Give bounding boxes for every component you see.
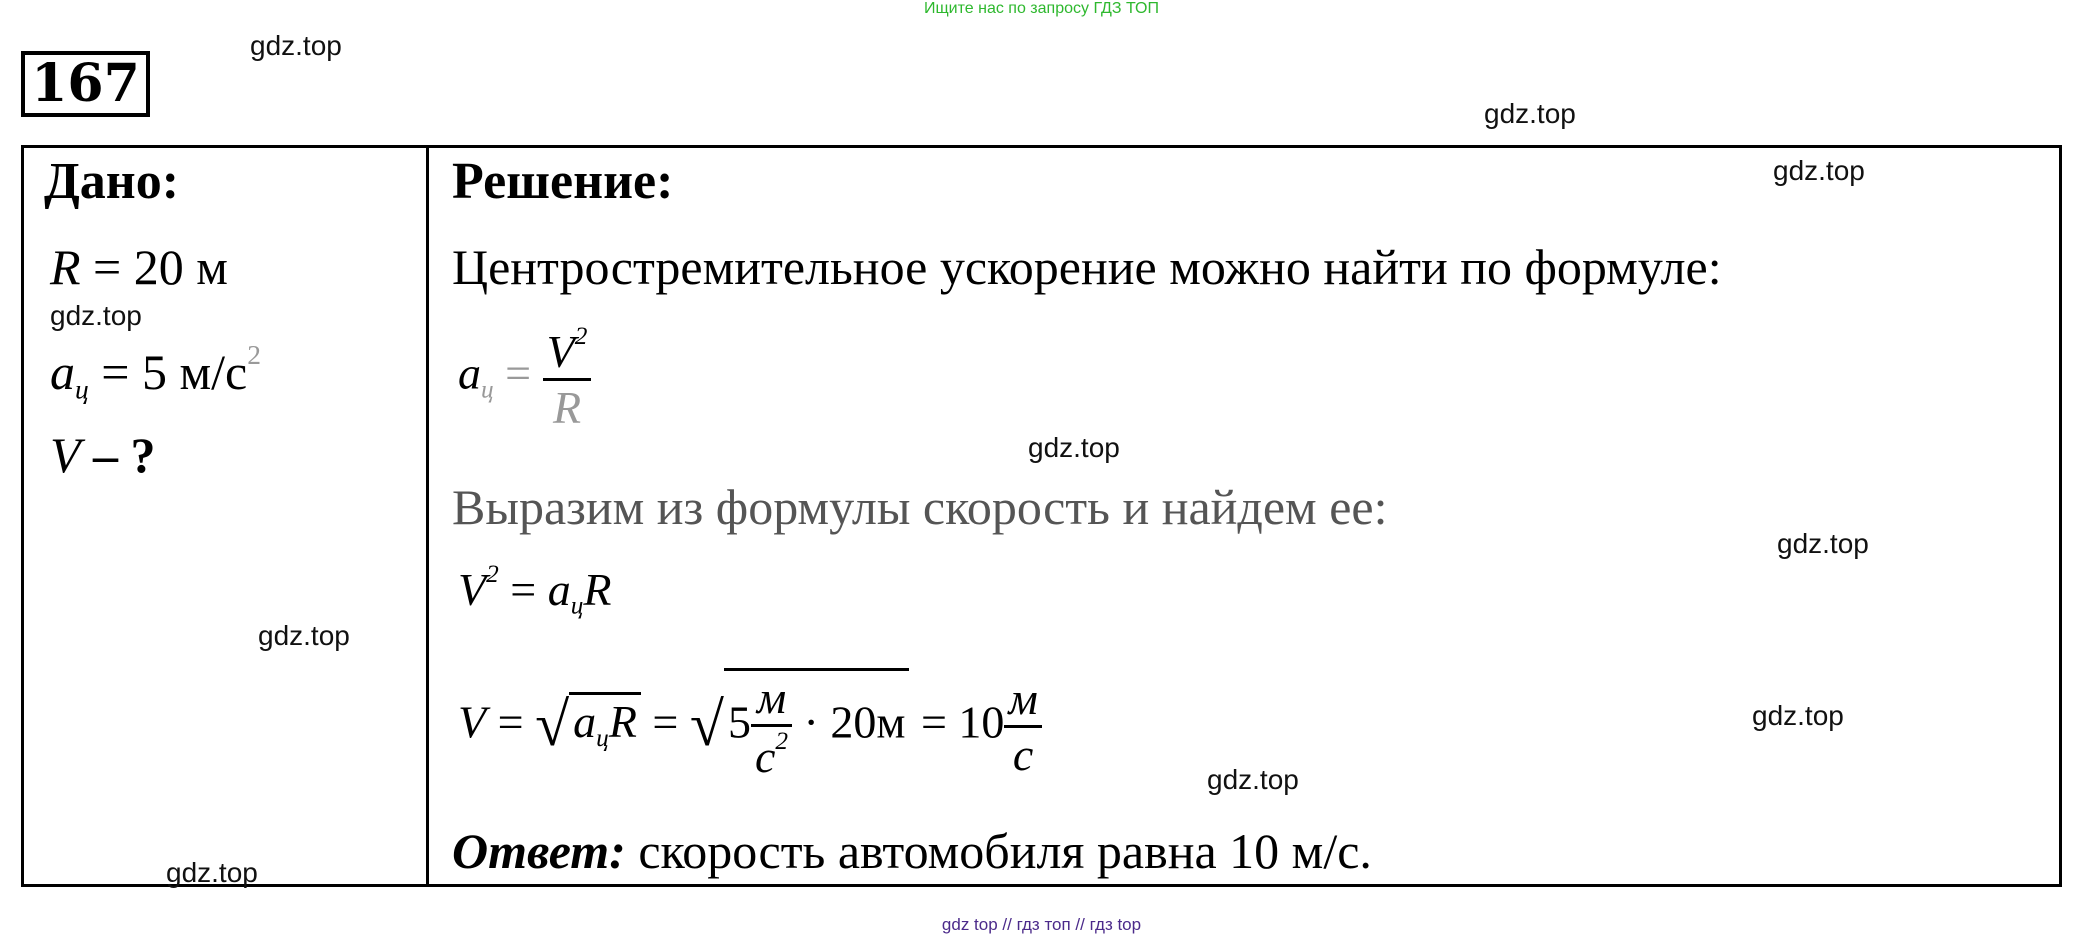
given-accel-var: a	[50, 343, 75, 400]
given-accel-sup: 2	[247, 339, 261, 370]
watermark: gdz.top	[258, 620, 350, 651]
column-divider	[426, 145, 429, 887]
given-radius-var: R	[50, 239, 81, 295]
watermark: gdz.top	[250, 30, 342, 61]
f3-sqrt-2	[724, 668, 910, 783]
f3-times-20m: · 20м	[792, 696, 906, 748]
formula-centripetal	[458, 322, 591, 434]
watermark: gdz.top	[1207, 764, 1299, 795]
solution-intro: Центростремительное ускорение можно найти по формуле:	[452, 239, 1722, 295]
formula-v-squared	[458, 560, 611, 621]
f2-r: R	[583, 563, 612, 615]
f3-r: R	[608, 696, 637, 748]
f3-unit-num: м	[751, 671, 792, 727]
watermark: gdz.top	[1773, 155, 1865, 186]
f1-num-var: V	[546, 325, 575, 377]
f3-equals: =	[486, 696, 536, 748]
solution-heading: Решение:	[452, 153, 674, 210]
given-radius-value: = 20 м	[80, 239, 228, 295]
f2-sup: 2	[486, 560, 499, 588]
given-unknown-question: – ?	[80, 427, 156, 483]
f2-a: a	[547, 563, 571, 615]
given-accel-sub: ц	[75, 373, 89, 405]
answer-label: Ответ:	[452, 823, 626, 879]
f2-sub: ц	[570, 591, 584, 620]
watermark: gdz.top	[1777, 528, 1869, 559]
watermark: gdz.top	[1752, 700, 1844, 731]
f3-v: V	[458, 696, 487, 748]
formula-v-result	[458, 668, 1042, 783]
given-acceleration	[50, 326, 261, 418]
f3-unit-den-text: с	[754, 730, 776, 782]
f3-equals-10: = 10	[909, 696, 1005, 748]
f1-lhs-var: a	[458, 347, 481, 399]
f2-v: V	[458, 563, 487, 615]
f1-num-sup: 2	[574, 322, 588, 350]
f3-five: 5	[727, 696, 751, 748]
watermark: gdz.top	[50, 300, 142, 331]
f1-lhs-sub: ц	[481, 375, 494, 404]
given-accel-value: = 5 м/с	[88, 343, 248, 400]
given-unknown	[50, 426, 156, 484]
given-unknown-var: V	[50, 427, 81, 483]
watermark: gdz.top	[1028, 432, 1120, 463]
watermark: gdz.top	[166, 857, 258, 888]
sqrt-icon: √	[689, 690, 724, 759]
sqrt-icon: √	[535, 690, 570, 759]
f3-sub: ц	[596, 724, 609, 753]
top-banner: Ищите нас по запросу ГДЗ ТОП	[924, 0, 1159, 17]
f3-res-den: с	[1012, 729, 1034, 781]
given-radius	[50, 238, 228, 296]
f3-unit-den	[751, 727, 792, 783]
f1-equals: =	[505, 347, 532, 399]
answer-line	[452, 822, 1372, 880]
f2-equals: =	[498, 563, 548, 615]
f1-fraction	[543, 322, 592, 434]
problem-number: 167	[21, 51, 150, 117]
f3-unit-fraction	[751, 671, 792, 783]
watermark: gdz.top	[1484, 98, 1576, 129]
given-heading: Дано:	[44, 153, 180, 210]
f3-a: a	[573, 696, 597, 748]
answer-text: скорость автомобиля равна 10 м/с.	[625, 823, 1372, 879]
f3-sqrt-1	[569, 692, 641, 753]
solution-express: Выразим из формулы скорость и найдем ее:	[452, 479, 1388, 535]
f3-res-num: м	[1004, 672, 1041, 728]
f3-equals-2: =	[640, 696, 690, 748]
f3-result-fraction	[1004, 672, 1041, 781]
footer-links: gdz top // гдз топ // гдз top	[941, 915, 1142, 934]
f1-numerator	[543, 322, 592, 381]
f1-denominator: R	[552, 381, 582, 433]
f3-den-sup: 2	[775, 727, 789, 755]
